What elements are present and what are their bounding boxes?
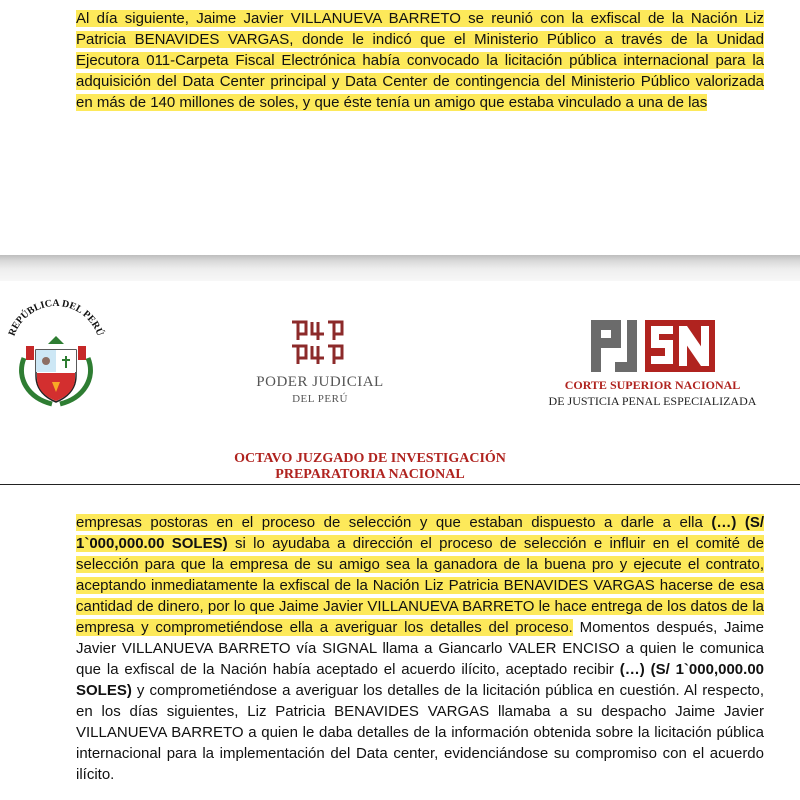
court-name-line2: PREPARATORIA NACIONAL: [275, 467, 465, 482]
peru-coat-of-arms-icon: [4, 298, 108, 408]
csn-subtitle: DE JUSTICIA PENAL ESPECIALIZADA: [548, 394, 757, 408]
bold-amount: (…) (S/ 1`000,000.00 SOLES): [76, 661, 764, 699]
csn-title: CORTE SUPERIOR NACIONAL: [564, 378, 741, 392]
pj-title: PODER JUDICIAL: [256, 374, 384, 390]
csn-logo-icon: [589, 318, 717, 374]
top-paragraph: [76, 8, 764, 113]
header-divider: [0, 484, 800, 485]
highlighted-text: [76, 514, 764, 636]
page-break-gap: [0, 255, 800, 281]
highlighted-text: Al día siguiente, Jaime Javier VILLANUEVA BARRETO se reunió con la exfiscal de la Nación Liz Patricia BENAVIDES VARGAS, donde le indicó que el Ministerio Público a través de la Unidad Ejecutora 011-Carpeta Fiscal Electrónica había convocado la licitación pública internacional para la adquisición del Data Center principal y Data Center de contingencia del Ministerio Público valorizada en más de 140 millones de soles, y que éste tenía un amigo que estaba vinculado a una de las: [76, 10, 764, 111]
shield-caption: REPÚBLICA DEL PERÚ: [6, 298, 106, 338]
highlight-part-a: empresas postoras en el proceso de selección y que estaban dispuesto a darle a ella: [76, 514, 712, 531]
pj-subtitle: DEL PERÚ: [292, 393, 348, 405]
highlight-part-c: si lo ayudaba a dirección el proceso de selección e influir en el comité de selección para que la empresa de su amigo sea la ganadora de la buena pro y ejecute el contrato, aceptando inmediatamente la exfiscal de la Nación Liz Patricia BENAVIDES VARGAS hacerse de esa cantidad de dinero, por lo que Jaime Javier VILLANUEVA BARRETO le hace entrega de los datos de la empresa y comprometiéndose ella a averiguar los detalles del proceso.: [76, 535, 764, 636]
highlight-amount: (…) (S/ 1`000,000.00 SOLES): [76, 514, 765, 552]
plain-part-f: y comprometiéndose a averiguar los detalles de la licitación pública en cuestión. Al respecto, en los días siguientes, Liz Patricia BENAVIDES VARGAS llamaba a su despacho Jaime Javier VILLANUEVA BARRETO a quien le daba detalles de la información obtenida sobre la licitación pública internacional para la implementación del Data center, evidenciándose su compromiso con el acuerdo ilícito.: [76, 682, 764, 783]
court-name-line1: OCTAVO JUZGADO DE INVESTIGACIÓN: [234, 451, 506, 466]
body-paragraph: [76, 512, 764, 785]
poder-judicial-logo-icon: [288, 318, 348, 368]
plain-part-d: Momentos después, Jaime Javier VILLANUEVA BARRETO vía SIGNAL llama a Giancarlo VALER ENCISO a quien le comunica que la exfiscal de la Nación había aceptado el acuerdo ilícito, aceptado recibir: [76, 619, 764, 678]
